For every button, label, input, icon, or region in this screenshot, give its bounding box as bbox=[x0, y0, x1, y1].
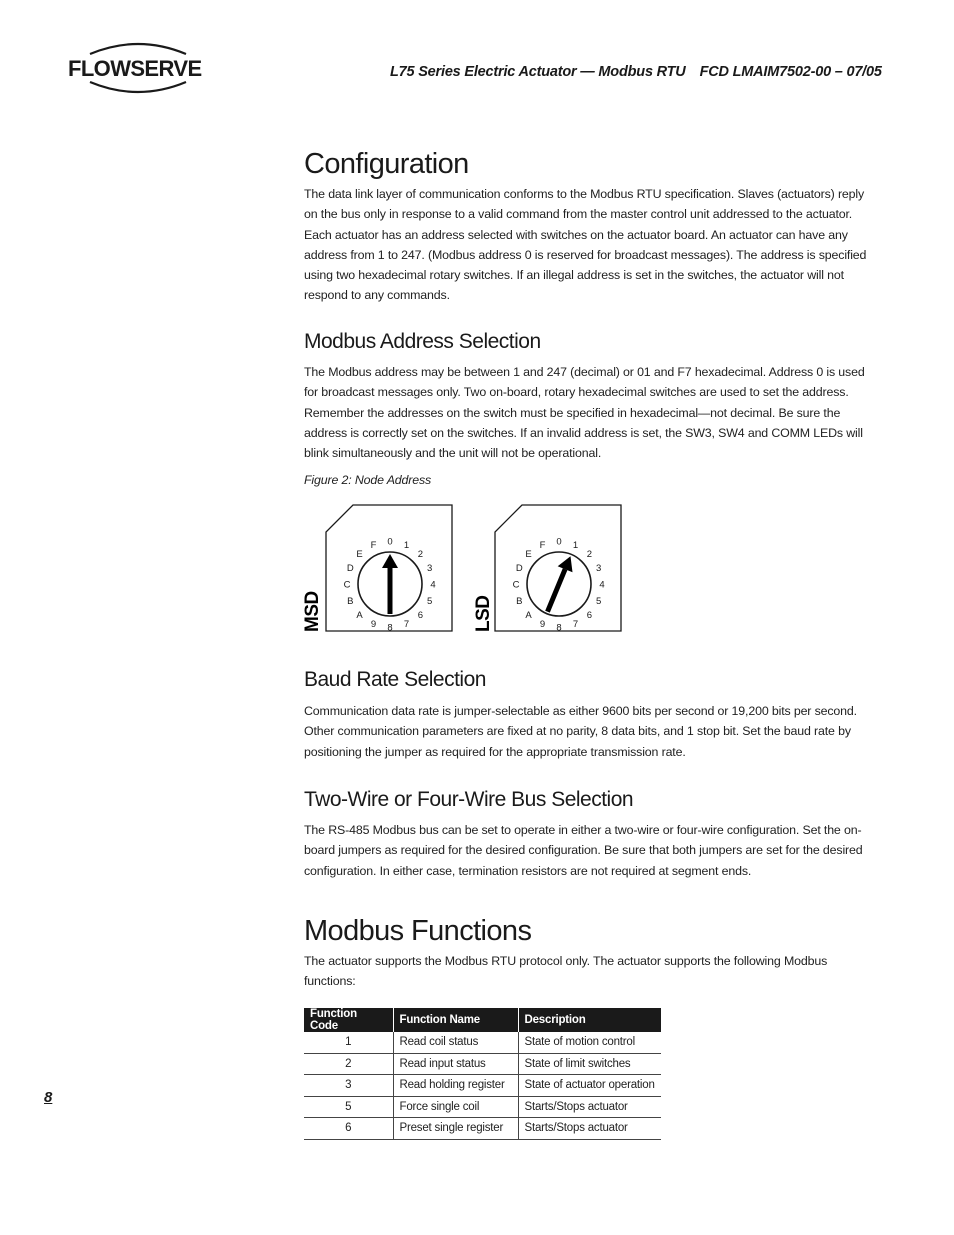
description-cell: State of motion control bbox=[518, 1032, 661, 1053]
dial-digit-2: 2 bbox=[417, 549, 424, 561]
dial-digit-9: 9 bbox=[539, 619, 546, 631]
dial-digit-5: 5 bbox=[596, 596, 602, 607]
function-code-cell: 6 bbox=[304, 1118, 393, 1140]
functions-body: The actuator supports the Modbus RTU protocol only. The actuator supports the following Modbus functions: bbox=[304, 954, 828, 989]
dial-digit-1: 1 bbox=[403, 539, 410, 551]
function-name-cell: Preset single register bbox=[393, 1118, 518, 1140]
header-description: Description bbox=[518, 1008, 661, 1032]
dial-digit-1: 1 bbox=[572, 539, 579, 551]
wire-body: The RS-485 Modbus bus can be set to operate in either a two-wire or four-wire configuration. Set the on-board jumpers as required for the desired configuration. Be sure that both jumpers are set for the desired configuration. In either case, termination resistors are not required at segment ends. bbox=[304, 823, 863, 878]
table-row bbox=[304, 1118, 661, 1140]
document-title: L75 Series Electric Actuator — Modbus RTU bbox=[390, 64, 686, 80]
msd-switch-figure bbox=[325, 504, 453, 634]
function-name-cell: Read input status bbox=[393, 1053, 518, 1075]
function-table bbox=[304, 1008, 661, 1140]
address-heading: Modbus Address Selection bbox=[304, 330, 541, 353]
dial-digit-d: D bbox=[346, 563, 354, 574]
dial-digit-b: B bbox=[347, 596, 354, 607]
dial-digit-2: 2 bbox=[586, 549, 593, 561]
lsd-rotary-switch-icon bbox=[494, 504, 624, 634]
function-name-cell: Read coil status bbox=[393, 1032, 518, 1053]
dial-digit-8: 8 bbox=[387, 622, 393, 634]
dial-digit-e: E bbox=[525, 549, 532, 561]
dial-pointer-arrowhead bbox=[382, 554, 398, 568]
functions-heading: Modbus Functions bbox=[304, 915, 532, 947]
dial-digit-a: A bbox=[356, 609, 363, 621]
dial-digit-5: 5 bbox=[427, 596, 433, 607]
header-function-code: Function Code bbox=[304, 1008, 393, 1032]
dial-digit-c: C bbox=[512, 579, 520, 591]
dial-digit-0: 0 bbox=[556, 536, 562, 548]
msd-rotary-switch-icon bbox=[325, 504, 455, 634]
dial-digit-7: 7 bbox=[572, 619, 579, 631]
dial-pointer-shaft bbox=[548, 569, 566, 612]
dial-digit-4: 4 bbox=[430, 579, 436, 591]
dial-digit-4: 4 bbox=[599, 579, 605, 591]
flowserve-logo bbox=[68, 40, 208, 96]
header-function-name: Function Name bbox=[393, 1008, 518, 1032]
wire-heading: Two-Wire or Four-Wire Bus Selection bbox=[304, 788, 634, 811]
msd-label: MSD bbox=[302, 591, 323, 632]
document-code: FCD LMAIM7502-00 – 07/05 bbox=[699, 64, 882, 80]
baud-heading: Baud Rate Selection bbox=[304, 668, 486, 691]
address-body: The Modbus address may be between 1 and 247 (decimal) or 01 and F7 hexadecimal. Address 0 is used for broadcast messages only. Two on-board, rotary hexadecimal switches are used to set the address. Remember the addresses on the switch must be specified in hexadecimal—not decimal. Be sure the address is correctly set on the switches. If an invalid address is set, the SW3, SW4 and COMM LEDs will blink simultaneously and the unit will not be operational. bbox=[304, 365, 865, 461]
table-row bbox=[304, 1096, 661, 1118]
table-row bbox=[304, 1053, 661, 1075]
lsd-switch-figure bbox=[494, 504, 622, 634]
dial-digit-b: B bbox=[516, 596, 523, 607]
description-cell: Starts/Stops actuator bbox=[518, 1118, 661, 1140]
function-name-cell: Force single coil bbox=[393, 1096, 518, 1118]
function-code-cell: 1 bbox=[304, 1032, 393, 1053]
configuration-heading: Configuration bbox=[304, 148, 469, 180]
figure-caption: Figure 2: Node Address bbox=[304, 473, 432, 487]
functions-section bbox=[304, 914, 870, 992]
dial-digit-e: E bbox=[356, 549, 363, 561]
dial-digit-c: C bbox=[343, 579, 351, 591]
configuration-section bbox=[304, 147, 870, 306]
lsd-label: LSD bbox=[473, 595, 494, 632]
baud-body: Communication data rate is jumper-selectable as either 9600 bits per second or 19,200 bits per second. Other communication parameters are fixed at no parity, 8 data bits, and 1 stop bit. Set the baud rate by positioning the jumper as required for the appropriate transmission rate. bbox=[304, 704, 857, 759]
logo-wordmark: FLOWSERVE bbox=[68, 56, 202, 81]
dial-digit-9: 9 bbox=[370, 619, 377, 631]
function-name-cell: Read holding register bbox=[393, 1075, 518, 1097]
dial-digit-d: D bbox=[515, 563, 523, 574]
header-title-line bbox=[390, 64, 882, 80]
dial-digit-6: 6 bbox=[417, 609, 424, 621]
function-table-header-row bbox=[304, 1008, 661, 1032]
dial-digit-f: F bbox=[370, 539, 377, 551]
dial-digit-6: 6 bbox=[586, 609, 593, 621]
table-row bbox=[304, 1075, 661, 1097]
dial-digit-f: F bbox=[539, 539, 546, 551]
description-cell: State of limit switches bbox=[518, 1053, 661, 1075]
page-number: 8 bbox=[44, 1089, 53, 1106]
dial-digit-3: 3 bbox=[596, 563, 602, 574]
baud-section bbox=[304, 667, 870, 762]
function-code-cell: 3 bbox=[304, 1075, 393, 1097]
wire-section bbox=[304, 787, 870, 881]
dial-digit-0: 0 bbox=[387, 536, 393, 548]
function-code-cell: 2 bbox=[304, 1053, 393, 1075]
description-cell: State of actuator operation bbox=[518, 1075, 661, 1097]
description-cell: Starts/Stops actuator bbox=[518, 1096, 661, 1118]
address-section bbox=[304, 329, 870, 463]
dial-digit-8: 8 bbox=[556, 622, 562, 634]
dial-digit-7: 7 bbox=[403, 619, 410, 631]
table-row bbox=[304, 1032, 661, 1053]
switch-outline bbox=[495, 505, 621, 631]
configuration-body: The data link layer of communication conforms to the Modbus RTU specification. Slaves (actuators) reply on the bus only in response to a valid command from the master control unit addressed to the actuator. Each actuator has an address selected with switches on the actuator board. An actuator can have any address from 1 to 247. (Modbus address 0 is reserved for broadcast messages). The address is specified using two hexadecimal rotary switches. If an illegal address is set in the switches, the actuator will not respond to any commands. bbox=[304, 187, 867, 303]
dial-digit-3: 3 bbox=[427, 563, 433, 574]
function-code-cell: 5 bbox=[304, 1096, 393, 1118]
dial-digit-a: A bbox=[525, 609, 532, 621]
